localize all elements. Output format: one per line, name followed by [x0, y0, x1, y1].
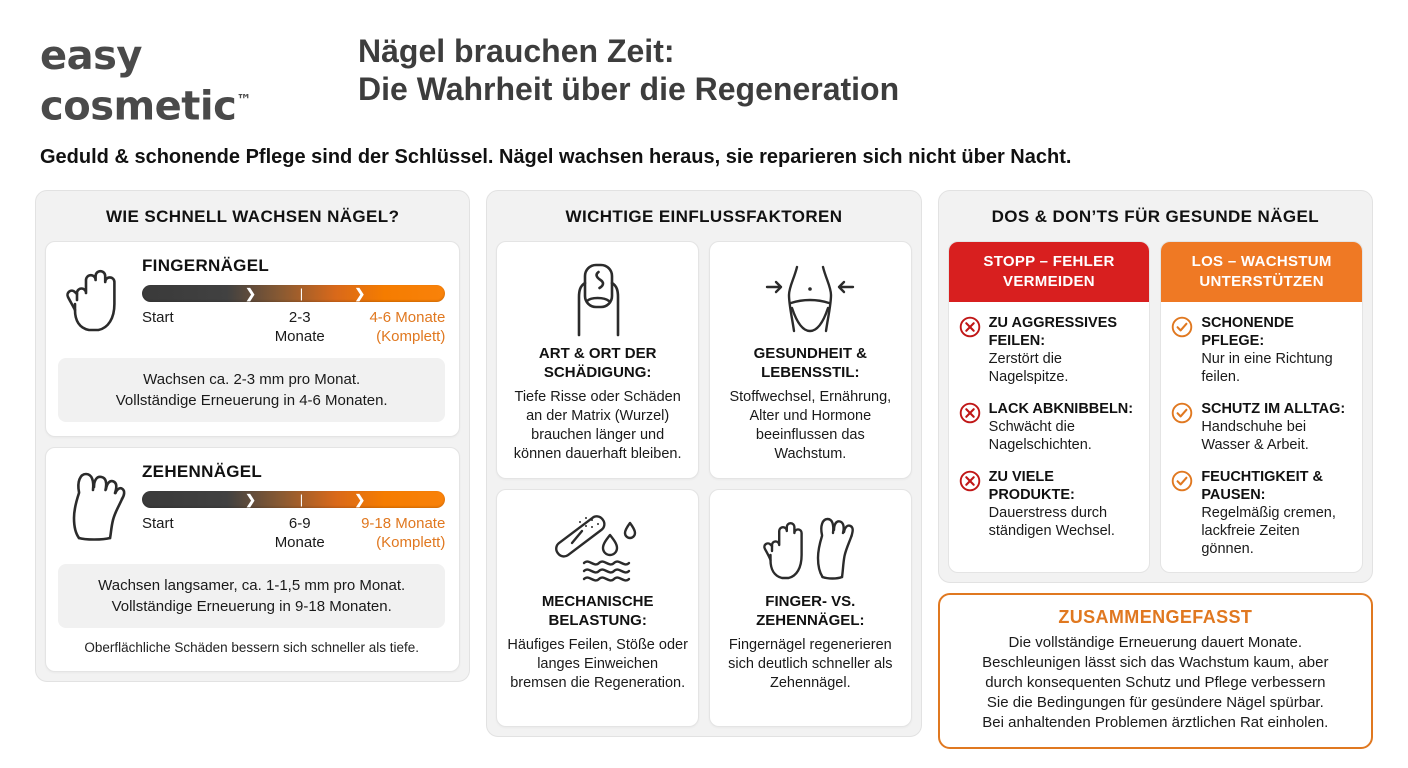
list-item-body	[989, 400, 1140, 454]
stop-term-3-line-1: ZU VIELE PRODUKTE:	[988, 469, 1075, 504]
factors-panel-title: WICHTIGE EINFLUSSFAKTOREN	[565, 207, 843, 227]
bar-chevron-1: ❯	[245, 492, 257, 508]
hand-icon	[58, 256, 134, 334]
growth-panel-title: WIE SCHNELL WACHSEN NÄGEL?	[105, 207, 400, 227]
foot-icon	[58, 462, 134, 542]
factor-title-damage-2: SCHÄDIGUNG:	[543, 364, 652, 382]
stop-desc-3-line-1: Dauerstress durch	[988, 505, 1108, 522]
toenail-card-main	[142, 462, 445, 552]
factor-card-mechanical	[496, 489, 699, 727]
toenail-bar-labels	[142, 514, 445, 552]
list-item	[959, 468, 1140, 540]
column-dos-donts	[938, 190, 1373, 749]
list-item	[1171, 400, 1352, 454]
growth-panel	[35, 190, 470, 682]
fingernail-note-line-1: Wachsen ca. 2-3 mm pro Monat.	[143, 371, 361, 389]
cracked-nail-icon	[565, 258, 631, 338]
go-desc-2-line-1: Handschuhe bei	[1201, 419, 1307, 436]
factor-card-damage	[496, 241, 699, 479]
fingernail-label-end-2: (Komplett)	[376, 328, 446, 346]
dos-panel	[938, 190, 1373, 583]
factor-title-health-1: GESUNDHEIT &	[753, 345, 867, 363]
go-term-3-line-1: FEUCHTIGKEIT &	[1201, 469, 1323, 486]
fingernail-card-main	[142, 256, 445, 346]
factor-title-damage-1: ART & ORT DER	[538, 345, 657, 363]
dos-panel-title: DOS & DON’TS FÜR GESUNDE NÄGEL	[991, 207, 1320, 227]
dos-panel-body	[939, 241, 1372, 573]
column-growth	[35, 190, 470, 682]
check-circle-icon	[1171, 468, 1193, 492]
x-circle-icon	[959, 400, 981, 424]
bar-tick: |	[299, 492, 304, 508]
toenail-label-end	[348, 514, 445, 552]
toenail-note	[58, 564, 445, 628]
go-term-2-line-1: SCHUTZ IM ALLTAG:	[1201, 401, 1346, 418]
hand-foot-icon	[760, 506, 860, 586]
factor-title-comparison	[756, 592, 864, 630]
factor-title-comparison-1: FINGER- VS.	[765, 593, 856, 611]
nail-file-water-icon	[546, 506, 650, 586]
summary-line-1: Die vollständige Erneuerung dauert Monate.	[1008, 634, 1303, 652]
columns-container	[0, 170, 1408, 749]
factor-title-mechanical	[542, 592, 654, 630]
go-header-line-2: UNTERSTÜTZEN	[1199, 273, 1324, 291]
list-item	[1171, 314, 1352, 386]
stop-desc-2-line-2: Nagelschichten.	[988, 437, 1092, 454]
summary-line-4: Sie die Bedingungen für gesündere Nägel spürbar.	[986, 694, 1324, 712]
body-waist-icon	[761, 258, 859, 338]
go-term-1-line-1: SCHONENDE PFLEGE:	[1201, 315, 1294, 350]
stop-term-2-line-1: LACK ABKNIBBELN:	[988, 401, 1134, 418]
summary-line-2: Beschleunigen lässt sich das Wachstum kaum, aber	[982, 654, 1329, 672]
factor-title-health	[754, 344, 867, 382]
stop-header-line-2: VERMEIDEN	[1003, 273, 1095, 291]
bar-chevron-2: ❯	[354, 492, 366, 508]
factor-card-health	[709, 241, 912, 479]
factor-text-damage: Tiefe Risse oder Schäden an der Matrix (Wurzel) brauchen länger und können dauerhaft bleiben.	[513, 389, 682, 463]
list-item-body	[989, 468, 1140, 540]
go-term-3-line-2: PAUSEN:	[1201, 487, 1266, 504]
factor-text-health: Stoffwechsel, Ernährung, Alter und Hormone beeinflussen das Wachstum.	[729, 389, 892, 463]
toenail-label-mid-2: Monate	[274, 534, 325, 552]
toenail-subnote: Oberflächliche Schäden bessern sich schneller als tiefe.	[84, 640, 419, 656]
toenail-label-mid-1: 6-9	[288, 515, 311, 533]
page-title	[340, 28, 1368, 108]
toenail-label: ZEHENNÄGEL	[142, 462, 263, 482]
toenail-note-line-1: Wachsen langsamer, ca. 1-1,5 mm pro Monat.	[98, 577, 406, 595]
stop-term-1-line-1: ZU AGGRESSIVES	[988, 315, 1118, 332]
go-desc-2-line-2: Wasser & Arbeit.	[1201, 437, 1309, 454]
factor-title-health-2: LEBENSSTIL:	[761, 364, 860, 382]
stop-term-1-line-2: FEILEN:	[988, 333, 1046, 350]
stop-header	[949, 242, 1150, 302]
go-desc-1-line-2: feilen.	[1201, 369, 1241, 386]
factor-title-damage	[539, 344, 657, 382]
stop-card	[948, 241, 1151, 573]
factor-text-mechanical: Häufiges Feilen, Stöße oder langes Einweichen bremsen die Regeneration.	[507, 637, 688, 692]
stop-header-line-1: STOPP – FEHLER	[983, 253, 1115, 271]
bar-chevron-2: ❯	[354, 286, 366, 302]
factors-panel	[486, 190, 921, 737]
check-circle-icon	[1171, 400, 1193, 424]
factor-title-mechanical-2: BELASTUNG:	[548, 612, 647, 630]
fingernail-label-end-1: 4-6 Monate	[369, 309, 446, 327]
toenail-card-top	[58, 462, 445, 552]
fingernail-note	[58, 358, 445, 422]
title-line-2: Die Wahrheit über die Regeneration	[358, 71, 900, 107]
toenail-label-mid	[251, 514, 348, 552]
go-header-line-1: LOS – WACHSTUM	[1191, 253, 1332, 271]
go-card	[1160, 241, 1363, 573]
fingernail-label-start: Start	[142, 309, 174, 327]
bar-tick: |	[299, 286, 304, 302]
header	[0, 0, 1408, 128]
brand-line-2	[40, 78, 340, 128]
factor-title-mechanical-1: MECHANISCHE	[541, 593, 654, 611]
go-desc-1-line-1: Nur in eine Richtung	[1201, 351, 1333, 368]
factor-card-comparison	[709, 489, 912, 727]
x-circle-icon	[959, 314, 981, 338]
title-line-1: Nägel brauchen Zeit:	[358, 33, 675, 69]
summary-line-3: durch konsequenten Schutz und Pflege verbessern	[985, 674, 1326, 692]
x-circle-icon	[959, 468, 981, 492]
column-factors	[486, 190, 921, 737]
fingernail-bar-labels	[142, 308, 445, 346]
stop-desc-3-line-2: ständigen Wechsel.	[988, 523, 1115, 540]
go-list	[1161, 302, 1362, 572]
stop-list	[949, 302, 1150, 554]
toenail-note-line-2: Vollständige Erneuerung in 9-18 Monaten.	[111, 598, 392, 616]
toenail-growth-bar	[142, 491, 445, 508]
factor-text-comparison: Fingernägel regenerieren sich deutlich schneller als Zehennägel.	[728, 637, 893, 692]
brand-logo	[40, 28, 340, 128]
summary-line-5: Bei anhaltenden Problemen ärztlichen Rat einholen.	[982, 714, 1329, 732]
brand-line-1: easy	[40, 33, 143, 79]
factors-panel-body	[487, 241, 920, 727]
go-desc-3-line-1: Regelmäßig cremen,	[1201, 505, 1336, 522]
dos-donts-grid	[948, 241, 1363, 573]
fingernail-card-top	[58, 256, 445, 346]
factors-grid	[496, 241, 911, 727]
list-item	[1171, 468, 1352, 558]
list-item-body	[989, 314, 1140, 386]
factor-title-comparison-2: ZEHENNÄGEL:	[756, 612, 865, 630]
fingernail-growth-bar	[142, 285, 445, 302]
bar-chevron-1: ❯	[245, 286, 257, 302]
fingernail-label: FINGERNÄGEL	[142, 256, 270, 276]
stop-desc-2-line-1: Schwächt die	[988, 419, 1075, 436]
fingernail-label-mid	[251, 308, 348, 346]
toenail-card	[45, 447, 460, 672]
fingernail-note-line-2: Vollständige Erneuerung in 4-6 Monaten.	[115, 392, 388, 410]
fingernail-label-mid-1: 2-3	[288, 309, 311, 327]
toenail-label-start: Start	[142, 515, 174, 533]
go-header	[1161, 242, 1362, 302]
list-item-body	[1201, 400, 1352, 454]
toenail-label-end-2: (Komplett)	[376, 534, 446, 552]
summary-title: ZUSAMMENGEFASST	[1058, 607, 1253, 628]
fingernail-label-mid-2: Monate	[274, 328, 325, 346]
growth-panel-body	[36, 241, 469, 672]
stop-desc-1-line-1: Zerstört die	[988, 351, 1062, 368]
list-item	[959, 314, 1140, 386]
go-desc-3-line-2: lackfreie Zeiten gönnen.	[1201, 523, 1300, 558]
fingernail-card	[45, 241, 460, 437]
list-item-body	[1201, 468, 1352, 558]
subtitle: Geduld & schonende Pflege sind der Schlüssel. Nägel wachsen heraus, sie reparieren sich nicht über Nacht.	[40, 146, 1072, 169]
trademark-symbol: ™	[236, 91, 252, 109]
check-circle-icon	[1171, 314, 1193, 338]
stop-desc-1-line-2: Nagelspitze.	[988, 369, 1069, 386]
list-item-body	[1201, 314, 1352, 386]
toenail-label-end-1: 9-18 Monate	[361, 515, 446, 533]
brand-line-2-text: cosmetic	[40, 83, 237, 130]
list-item	[959, 400, 1140, 454]
summary-box	[938, 593, 1373, 749]
fingernail-label-end	[348, 308, 445, 346]
